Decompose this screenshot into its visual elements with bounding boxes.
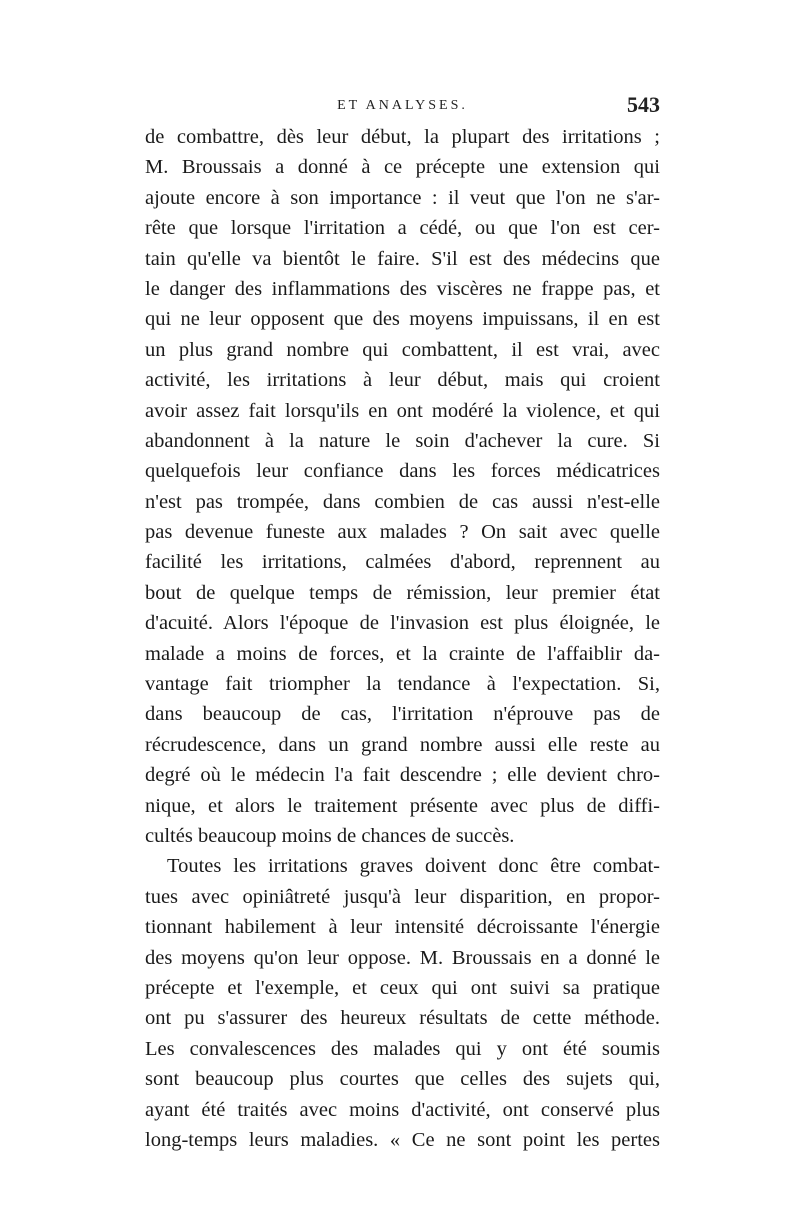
running-head: ET ANALYSES. bbox=[337, 98, 468, 113]
text-line: ont pu s'assurer des heureux résultats de cette méthode. bbox=[145, 1007, 660, 1030]
text-line: abandonnent à la nature le soin d'achever la cure. Si bbox=[145, 429, 660, 452]
text-line: degré où le médecin l'a fait descendre ; elle devient chro- bbox=[145, 764, 660, 787]
text-line: précepte et l'exemple, et ceux qui ont suivi sa pratique bbox=[145, 976, 660, 999]
text-line: nique, et alors le traitement présente avec plus de diffi- bbox=[145, 794, 660, 817]
text-line: M. Broussais a donné à ce précepte une extension qui bbox=[145, 156, 660, 179]
text-line: sont beaucoup plus courtes que celles des sujets qui, bbox=[145, 1068, 660, 1091]
text-line: le danger des inflammations des viscères ne frappe pas, et bbox=[145, 277, 660, 300]
text-line: tain qu'elle va bientôt le faire. S'il est des médecins que bbox=[145, 247, 660, 270]
text-line: ajoute encore à son importance : il veut que l'on ne s'ar- bbox=[145, 186, 660, 209]
text-line: bout de quelque temps de rémission, leur premier état bbox=[145, 581, 660, 604]
text-line: facilité les irritations, calmées d'abord, reprennent au bbox=[145, 551, 660, 574]
text-line: un plus grand nombre qui combattent, il est vrai, avec bbox=[145, 338, 660, 361]
text-line: dans beaucoup de cas, l'irritation n'éprouve pas de bbox=[145, 703, 660, 726]
text-line: vantage fait triompher la tendance à l'expectation. Si, bbox=[145, 673, 660, 696]
page-number: 543 bbox=[627, 92, 660, 117]
text-line: tues avec opiniâtreté jusqu'à leur disparition, en propor- bbox=[145, 885, 660, 908]
text-line: n'est pas trompée, dans combien de cas aussi n'est-elle bbox=[145, 490, 660, 513]
text-line: d'acuité. Alors l'époque de l'invasion est plus éloignée, le bbox=[145, 612, 660, 635]
text-line: malade a moins de forces, et la crainte de l'affaiblir da- bbox=[145, 642, 660, 665]
paragraph-start-line: Toutes les irritations graves doivent donc être combat- bbox=[167, 855, 660, 878]
text-line: pas devenue funeste aux malades ? On sait avec quelle bbox=[145, 521, 660, 544]
text-line: rête que lorsque l'irritation a cédé, ou que l'on est cer- bbox=[145, 217, 660, 240]
body-text bbox=[145, 122, 660, 1155]
text-line: Les convalescences des malades qui y ont été soumis bbox=[145, 1037, 660, 1060]
text-line: quelquefois leur confiance dans les forces médicatrices bbox=[145, 460, 660, 483]
text-line: tionnant habilement à leur intensité décroissante l'énergie bbox=[145, 916, 660, 939]
text-line: de combattre, dès leur début, la plupart des irritations ; bbox=[145, 126, 660, 148]
page-header bbox=[145, 92, 660, 120]
text-line: long-temps leurs maladies. « Ce ne sont point les pertes bbox=[145, 1128, 660, 1151]
paragraph-end-line: cultés beaucoup moins de chances de succès. bbox=[145, 824, 515, 847]
text-line: activité, les irritations à leur début, mais qui croient bbox=[145, 369, 660, 392]
text-line: avoir assez fait lorsqu'ils en ont modéré la violence, et qui bbox=[145, 399, 660, 422]
text-line: qui ne leur opposent que des moyens impuissans, il en est bbox=[145, 308, 660, 331]
text-line: des moyens qu'on leur oppose. M. Broussais en a donné le bbox=[145, 946, 660, 969]
text-line: récrudescence, dans un grand nombre aussi elle reste au bbox=[145, 733, 660, 756]
text-line: ayant été traités avec moins d'activité, ont conservé plus bbox=[145, 1098, 660, 1121]
